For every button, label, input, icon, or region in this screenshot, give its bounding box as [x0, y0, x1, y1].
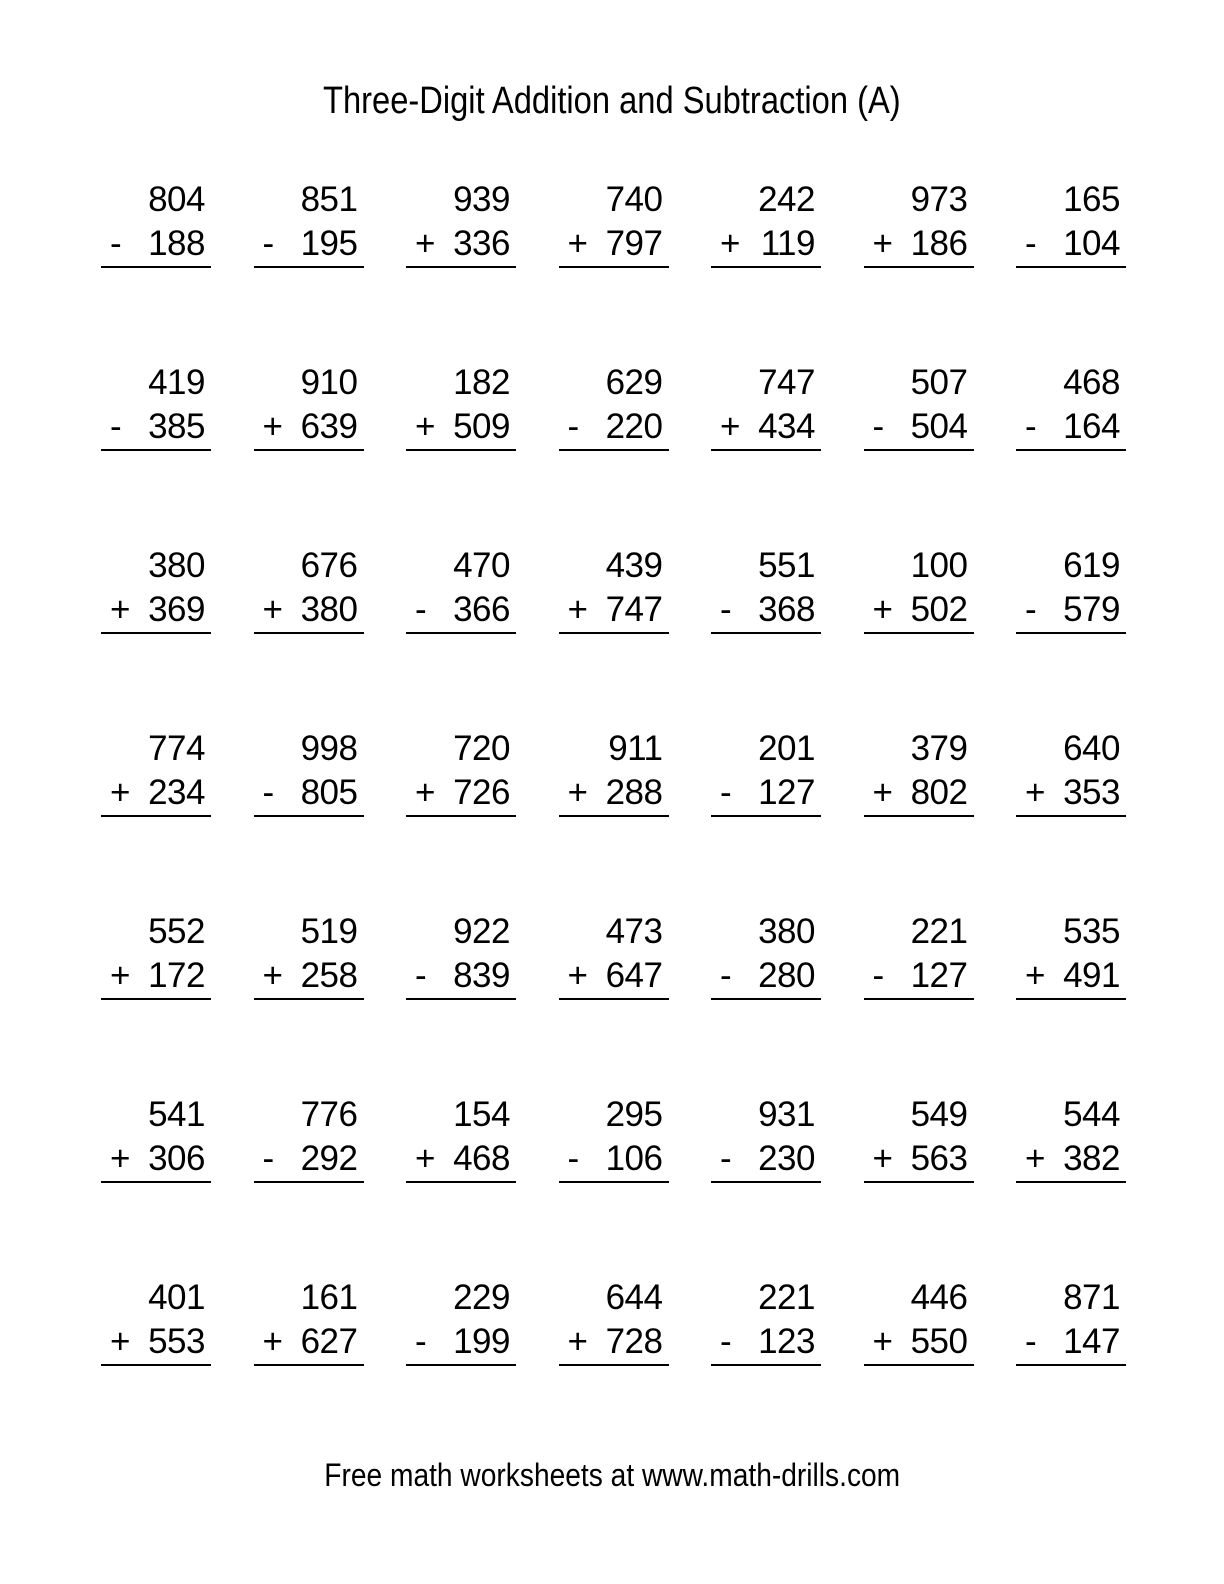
bottom-operand: 147 — [1063, 1322, 1120, 1361]
problem — [864, 178, 974, 268]
problem — [1016, 910, 1126, 1000]
bottom-operand: 186 — [910, 224, 968, 263]
top-operand: 644 — [605, 1278, 663, 1317]
bottom-operand: 104 — [1063, 224, 1120, 263]
bottom-operand: 553 — [148, 1322, 205, 1361]
bottom-operand: 172 — [148, 956, 205, 995]
bottom-operand: 434 — [758, 407, 815, 446]
problem — [254, 727, 364, 817]
footer-credit — [0, 1453, 1224, 1497]
top-operand: 931 — [758, 1095, 815, 1134]
worksheet-title-text: Three-Digit Addition and Subtraction (A) — [323, 80, 901, 122]
top-operand: 154 — [453, 1095, 510, 1134]
problem-second-line — [406, 1137, 516, 1181]
problem-second-line — [864, 222, 974, 266]
operator-sign: + — [262, 590, 283, 629]
problem-second-line — [101, 588, 211, 632]
operator-sign: + — [415, 1139, 435, 1178]
top-operand: 552 — [148, 912, 205, 951]
problem-second-line — [254, 405, 364, 449]
problem-second-line — [864, 771, 974, 815]
operator-sign: - — [720, 956, 732, 995]
top-operand: 720 — [453, 729, 510, 768]
top-operand: 629 — [605, 363, 663, 402]
problem-second-line — [1016, 954, 1126, 998]
problem-second-line — [101, 222, 211, 266]
operator-sign: - — [110, 407, 122, 446]
top-operand: 535 — [1063, 912, 1120, 951]
top-operand: 439 — [605, 546, 663, 585]
top-operand: 470 — [453, 546, 510, 585]
bottom-operand: 119 — [760, 224, 815, 263]
top-operand: 519 — [300, 912, 358, 951]
bottom-operand: 195 — [300, 224, 358, 263]
top-operand: 182 — [453, 363, 510, 402]
operator-sign: - — [1025, 590, 1037, 629]
bottom-operand: 647 — [605, 956, 663, 995]
bottom-operand: 288 — [605, 773, 663, 812]
top-operand: 640 — [1063, 729, 1120, 768]
operator-sign: + — [567, 956, 588, 995]
problem-second-line — [559, 588, 669, 632]
problem — [101, 178, 211, 268]
top-operand: 676 — [300, 546, 358, 585]
problem — [406, 1093, 516, 1183]
top-operand: 446 — [910, 1278, 968, 1317]
bottom-operand: 106 — [605, 1139, 663, 1178]
top-operand: 201 — [758, 729, 815, 768]
operator-sign: + — [872, 1322, 893, 1361]
problem — [254, 544, 364, 634]
problem — [101, 544, 211, 634]
problem-second-line — [559, 222, 669, 266]
top-operand: 100 — [910, 546, 968, 585]
footer-credit-text: Free math worksheets at www.math-drills.com — [324, 1457, 900, 1493]
problem — [559, 178, 669, 268]
top-operand: 380 — [148, 546, 205, 585]
operator-sign: - — [415, 590, 427, 629]
problem — [101, 1276, 211, 1366]
top-operand: 468 — [1063, 363, 1120, 402]
problem-second-line — [406, 222, 516, 266]
problem — [101, 361, 211, 451]
top-operand: 804 — [148, 180, 205, 219]
problem-second-line — [559, 954, 669, 998]
problem-second-line — [711, 405, 821, 449]
bottom-operand: 385 — [148, 407, 205, 446]
problem — [864, 727, 974, 817]
operator-sign: + — [110, 773, 130, 812]
problem-second-line — [711, 1137, 821, 1181]
problem — [254, 1093, 364, 1183]
problem-second-line — [711, 588, 821, 632]
operator-sign: + — [720, 407, 740, 446]
operator-sign: + — [262, 1322, 283, 1361]
problem-second-line — [864, 1320, 974, 1364]
problem — [1016, 361, 1126, 451]
problem — [864, 1276, 974, 1366]
top-operand: 871 — [1063, 1278, 1120, 1317]
top-operand: 242 — [758, 180, 815, 219]
bottom-operand: 797 — [605, 224, 663, 263]
operator-sign: + — [110, 1322, 130, 1361]
problem — [406, 910, 516, 1000]
problem — [711, 1276, 821, 1366]
problem — [559, 727, 669, 817]
problem — [559, 910, 669, 1000]
operator-sign: + — [872, 224, 893, 263]
problem — [1016, 727, 1126, 817]
top-operand: 165 — [1063, 180, 1120, 219]
operator-sign: - — [720, 1322, 732, 1361]
problem-second-line — [254, 954, 364, 998]
bottom-operand: 504 — [910, 407, 968, 446]
top-operand: 507 — [910, 363, 968, 402]
operator-sign: - — [262, 773, 274, 812]
problem-second-line — [406, 405, 516, 449]
problem — [559, 544, 669, 634]
problem-second-line — [254, 1320, 364, 1364]
problem-second-line — [406, 954, 516, 998]
problem-second-line — [1016, 405, 1126, 449]
problem — [1016, 1093, 1126, 1183]
operator-sign: + — [872, 590, 893, 629]
bottom-operand: 306 — [148, 1139, 205, 1178]
bottom-operand: 353 — [1063, 773, 1120, 812]
bottom-operand: 802 — [910, 773, 968, 812]
problem-second-line — [864, 405, 974, 449]
problem-second-line — [1016, 771, 1126, 815]
top-operand: 851 — [300, 180, 358, 219]
problem-second-line — [101, 1137, 211, 1181]
operator-sign: + — [567, 224, 588, 263]
bottom-operand: 627 — [300, 1322, 358, 1361]
operator-sign: - — [720, 773, 732, 812]
bottom-operand: 747 — [605, 590, 663, 629]
top-operand: 922 — [453, 912, 510, 951]
operator-sign: + — [415, 407, 435, 446]
operator-sign: - — [720, 1139, 732, 1178]
top-operand: 549 — [910, 1095, 968, 1134]
top-operand: 776 — [300, 1095, 358, 1134]
bottom-operand: 280 — [758, 956, 815, 995]
operator-sign: - — [262, 1139, 274, 1178]
bottom-operand: 188 — [148, 224, 205, 263]
problem-second-line — [711, 1320, 821, 1364]
problem — [254, 910, 364, 1000]
bottom-operand: 468 — [453, 1139, 510, 1178]
problem — [711, 361, 821, 451]
top-operand: 541 — [148, 1095, 205, 1134]
problem-second-line — [254, 588, 364, 632]
problem — [864, 910, 974, 1000]
operator-sign: + — [110, 1139, 130, 1178]
bottom-operand: 123 — [758, 1322, 815, 1361]
top-operand: 401 — [148, 1278, 205, 1317]
operator-sign: + — [1025, 1139, 1045, 1178]
bottom-operand: 509 — [453, 407, 510, 446]
bottom-operand: 127 — [758, 773, 815, 812]
problem — [559, 1093, 669, 1183]
problem — [406, 178, 516, 268]
operator-sign: + — [1025, 956, 1045, 995]
bottom-operand: 550 — [910, 1322, 968, 1361]
operator-sign: - — [567, 407, 579, 446]
problem-second-line — [1016, 588, 1126, 632]
operator-sign: + — [262, 956, 283, 995]
problem — [406, 1276, 516, 1366]
top-operand: 619 — [1063, 546, 1120, 585]
problem-second-line — [711, 222, 821, 266]
bottom-operand: 726 — [453, 773, 510, 812]
problem — [711, 544, 821, 634]
operator-sign: - — [110, 224, 122, 263]
bottom-operand: 639 — [300, 407, 358, 446]
bottom-operand: 258 — [300, 956, 358, 995]
top-operand: 295 — [605, 1095, 663, 1134]
top-operand: 419 — [148, 363, 205, 402]
operator-sign: - — [262, 224, 274, 263]
operator-sign: + — [872, 1139, 893, 1178]
operator-sign: - — [415, 1322, 427, 1361]
operator-sign: - — [872, 407, 884, 446]
problem — [406, 727, 516, 817]
operator-sign: + — [110, 590, 130, 629]
top-operand: 973 — [910, 180, 968, 219]
operator-sign: - — [1025, 224, 1037, 263]
bottom-operand: 368 — [758, 590, 815, 629]
problem — [559, 361, 669, 451]
operator-sign: + — [567, 1322, 588, 1361]
problem-second-line — [101, 405, 211, 449]
bottom-operand: 380 — [300, 590, 358, 629]
operator-sign: + — [110, 956, 130, 995]
bottom-operand: 199 — [453, 1322, 510, 1361]
operator-sign: + — [415, 773, 435, 812]
top-operand: 221 — [910, 912, 968, 951]
operator-sign: - — [567, 1139, 579, 1178]
top-operand: 161 — [300, 1278, 358, 1317]
operator-sign: - — [720, 590, 732, 629]
bottom-operand: 230 — [758, 1139, 815, 1178]
bottom-operand: 805 — [300, 773, 358, 812]
problem-second-line — [101, 954, 211, 998]
problem — [254, 178, 364, 268]
problem — [406, 361, 516, 451]
problem — [1016, 544, 1126, 634]
problem-second-line — [254, 771, 364, 815]
problem-second-line — [1016, 1320, 1126, 1364]
bottom-operand: 491 — [1063, 956, 1120, 995]
bottom-operand: 366 — [453, 590, 510, 629]
operator-sign: - — [1025, 407, 1037, 446]
bottom-operand: 382 — [1063, 1139, 1120, 1178]
problem-second-line — [559, 1320, 669, 1364]
problem — [711, 1093, 821, 1183]
bottom-operand: 336 — [453, 224, 510, 263]
top-operand: 910 — [300, 363, 358, 402]
problem-second-line — [406, 1320, 516, 1364]
problem — [864, 544, 974, 634]
top-operand: 939 — [453, 180, 510, 219]
bottom-operand: 502 — [910, 590, 968, 629]
top-operand: 774 — [148, 729, 205, 768]
problem — [101, 727, 211, 817]
bottom-operand: 728 — [605, 1322, 663, 1361]
top-operand: 911 — [608, 729, 663, 768]
top-operand: 998 — [300, 729, 358, 768]
top-operand: 473 — [605, 912, 663, 951]
operator-sign: + — [567, 590, 588, 629]
problem — [101, 1093, 211, 1183]
bottom-operand: 579 — [1063, 590, 1120, 629]
problem-second-line — [1016, 1137, 1126, 1181]
problem-second-line — [711, 954, 821, 998]
problem-second-line — [254, 1137, 364, 1181]
bottom-operand: 369 — [148, 590, 205, 629]
worksheet-title — [0, 79, 1224, 123]
top-operand: 740 — [605, 180, 663, 219]
problem-second-line — [559, 405, 669, 449]
problem — [711, 178, 821, 268]
problem-second-line — [1016, 222, 1126, 266]
problem-second-line — [864, 588, 974, 632]
bottom-operand: 164 — [1063, 407, 1120, 446]
problem-second-line — [559, 1137, 669, 1181]
bottom-operand: 220 — [605, 407, 663, 446]
top-operand: 221 — [758, 1278, 815, 1317]
operator-sign: + — [567, 773, 588, 812]
bottom-operand: 127 — [910, 956, 968, 995]
problem — [559, 1276, 669, 1366]
problem-second-line — [101, 771, 211, 815]
top-operand: 379 — [910, 729, 968, 768]
problem-second-line — [101, 1320, 211, 1364]
operator-sign: - — [1025, 1322, 1037, 1361]
top-operand: 747 — [758, 363, 815, 402]
problem-second-line — [864, 1137, 974, 1181]
bottom-operand: 234 — [148, 773, 205, 812]
problem — [254, 1276, 364, 1366]
bottom-operand: 839 — [453, 956, 510, 995]
bottom-operand: 292 — [300, 1139, 358, 1178]
problem-second-line — [559, 771, 669, 815]
problem — [254, 361, 364, 451]
operator-sign: + — [262, 407, 283, 446]
problem-second-line — [254, 222, 364, 266]
operator-sign: + — [720, 224, 740, 263]
problem — [711, 727, 821, 817]
problem — [1016, 1276, 1126, 1366]
problem — [711, 910, 821, 1000]
top-operand: 380 — [758, 912, 815, 951]
problem — [864, 361, 974, 451]
bottom-operand: 563 — [910, 1139, 968, 1178]
operator-sign: - — [415, 956, 427, 995]
problem-second-line — [406, 588, 516, 632]
operator-sign: + — [415, 224, 435, 263]
operator-sign: - — [872, 956, 884, 995]
problem-second-line — [711, 771, 821, 815]
operator-sign: + — [872, 773, 893, 812]
problem — [406, 544, 516, 634]
operator-sign: + — [1025, 773, 1045, 812]
top-operand: 544 — [1063, 1095, 1120, 1134]
problems-grid — [101, 178, 1126, 1366]
problem-second-line — [406, 771, 516, 815]
top-operand: 229 — [453, 1278, 510, 1317]
top-operand: 551 — [758, 546, 815, 585]
problem — [101, 910, 211, 1000]
problem — [1016, 178, 1126, 268]
problem — [864, 1093, 974, 1183]
problem-second-line — [864, 954, 974, 998]
